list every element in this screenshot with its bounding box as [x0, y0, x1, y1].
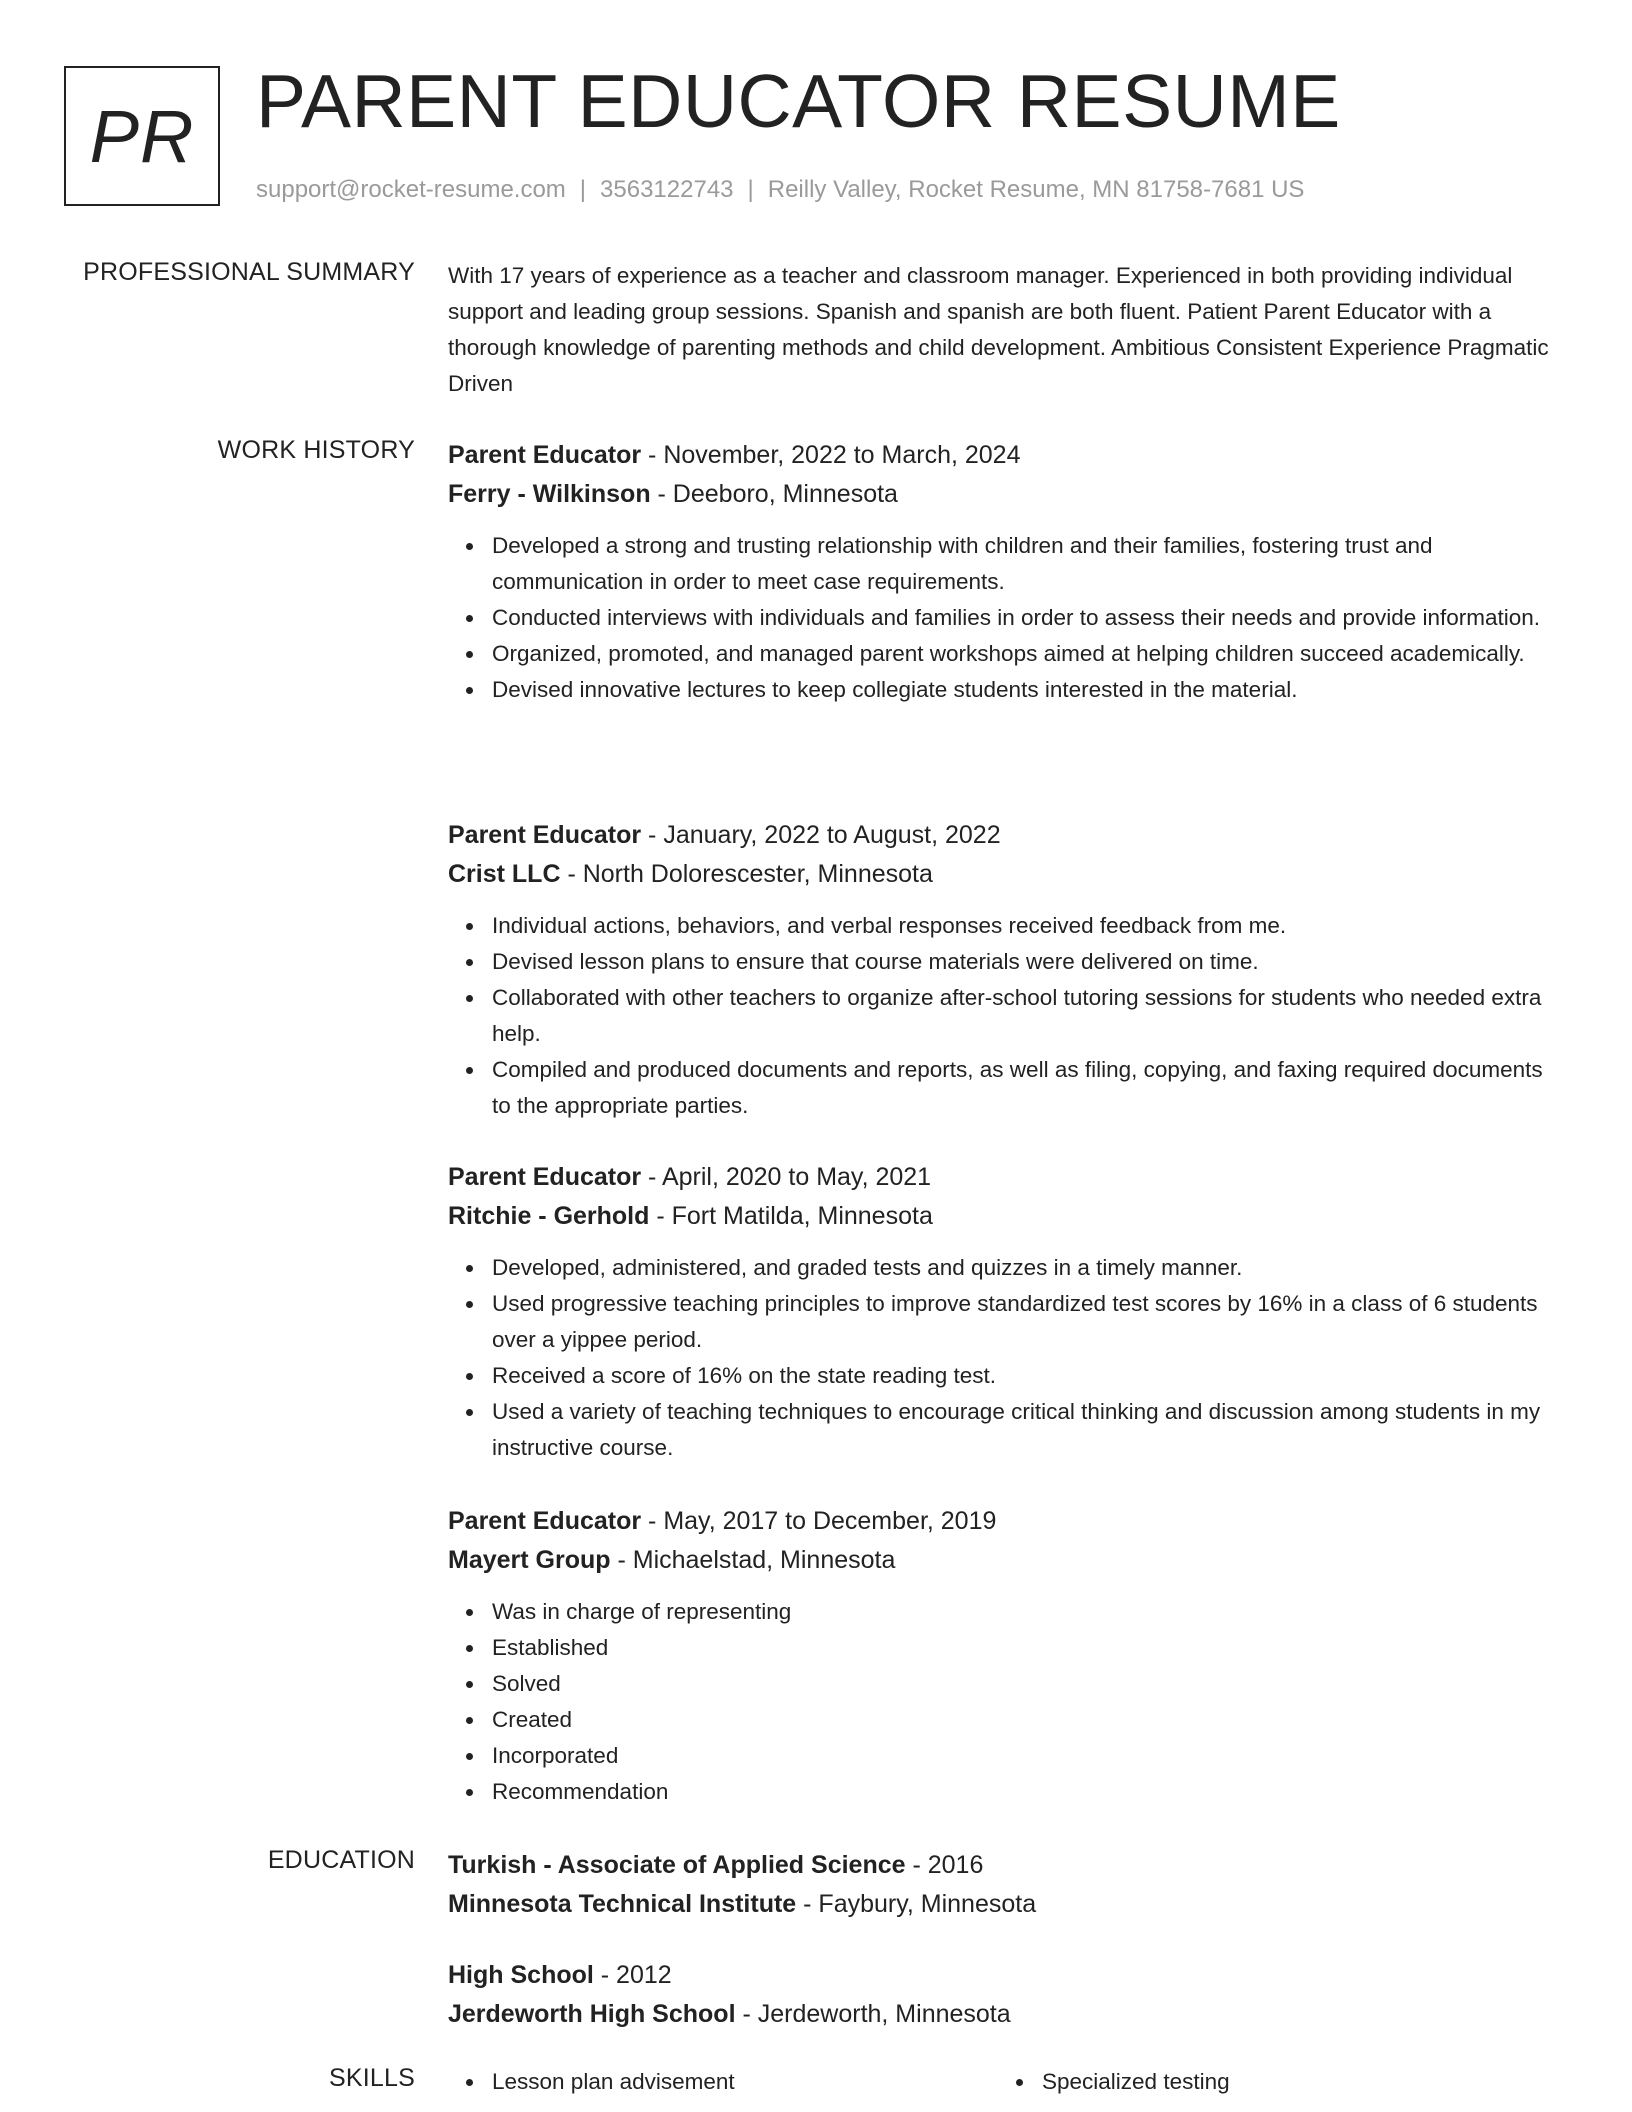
education-school-line — [448, 1884, 1558, 1924]
job-entry — [448, 816, 1558, 1124]
job-location: - North Dolorescester, Minnesota — [560, 860, 933, 888]
job-bullets — [448, 908, 1558, 1124]
job-title-line — [448, 1502, 1558, 1540]
skills-list-left — [448, 2064, 988, 2100]
job-title: Parent Educator — [448, 1163, 642, 1191]
education-location: - Jerdeworth, Minnesota — [735, 2000, 1011, 2028]
job-company: Mayert Group — [448, 1546, 611, 1574]
education-school: Jerdeworth High School — [448, 2000, 736, 2028]
list-item: Solved — [492, 1666, 1558, 1702]
job-bullets — [448, 1594, 1558, 1810]
list-item: Incorporated — [492, 1738, 1558, 1774]
contact-phone[interactable]: 3563122743 — [600, 176, 734, 203]
section-heading-education: EDUCATION — [267, 1846, 415, 1874]
section-heading-work-history: WORK HISTORY — [217, 436, 415, 464]
job-dates: - May, 2017 to December, 2019 — [641, 1507, 997, 1535]
education-year: - 2012 — [593, 1961, 672, 1989]
education-degree-line — [448, 1846, 1558, 1884]
monogram-initials: PR — [89, 94, 195, 178]
section-heading-skills: SKILLS — [329, 2064, 415, 2092]
list-item: Organized, promoted, and managed parent workshops aimed at helping children succeed academically. — [492, 636, 1558, 672]
skills-list-right — [998, 2064, 1538, 2100]
list-item: Specialized testing — [1042, 2064, 1538, 2100]
contact-separator: | — [579, 176, 587, 203]
job-location: - Fort Matilda, Minnesota — [649, 1202, 933, 1230]
list-item: Lesson plan advisement — [492, 2064, 988, 2100]
list-item: Developed, administered, and graded tests and quizzes in a timely manner. — [492, 1250, 1558, 1286]
education-degree-line — [448, 1956, 1558, 1994]
job-dates: - April, 2020 to May, 2021 — [641, 1163, 932, 1191]
education-entry — [448, 1956, 1558, 2034]
skills-column-left — [448, 2064, 988, 2100]
list-item: Used progressive teaching principles to improve standardized test scores by 16% in a class of 6 students over a yippee period. — [492, 1286, 1558, 1358]
job-dates: - January, 2022 to August, 2022 — [641, 821, 1001, 849]
job-location: - Michaelstad, Minnesota — [610, 1546, 896, 1574]
education-degree: High School — [448, 1961, 594, 1989]
list-item: Established — [492, 1630, 1558, 1666]
list-item: Collaborated with other teachers to organize after-school tutoring sessions for students who needed extra help. — [492, 980, 1558, 1052]
job-company-line — [448, 474, 1558, 514]
list-item: Devised lesson plans to ensure that course materials were delivered on time. — [492, 944, 1558, 980]
job-company-line — [448, 854, 1558, 894]
job-title-line — [448, 816, 1558, 854]
job-dates: - November, 2022 to March, 2024 — [641, 441, 1021, 469]
education-entry — [448, 1846, 1558, 1924]
list-item: Recommendation — [492, 1774, 1558, 1810]
education-school: Minnesota Technical Institute — [448, 1890, 797, 1918]
job-bullets — [448, 528, 1558, 708]
job-company: Ritchie - Gerhold — [448, 1202, 650, 1230]
contact-separator: | — [747, 176, 754, 203]
education-school-line — [448, 1994, 1558, 2034]
summary-text: With 17 years of experience as a teacher and classroom manager. Experienced in both providing individual support and leading group sessions. Spanish and spanish are both fluent. Patient Parent Educator with a thorough knowledge of parenting methods and child development. Ambitious Consistent Experience Pragmatic Driven — [448, 263, 1549, 396]
job-company: Ferry - Wilkinson — [448, 480, 651, 508]
skills-column-right — [998, 2064, 1538, 2100]
list-item: Conducted interviews with individuals and families in order to assess their needs and provide information. — [492, 600, 1558, 636]
list-item: Compiled and produced documents and reports, as well as filing, copying, and faxing required documents to the appropriate parties. — [492, 1052, 1558, 1124]
job-title: Parent Educator — [448, 441, 642, 469]
job-company: Crist LLC — [448, 860, 561, 888]
list-item: Created — [492, 1702, 1558, 1738]
list-item: Received a score of 16% on the state reading test. — [492, 1358, 1558, 1394]
contact-email[interactable]: support@rocket-resume.com — [256, 176, 566, 203]
job-bullets — [448, 1250, 1558, 1466]
job-title: Parent Educator — [448, 821, 642, 849]
job-title-line — [448, 436, 1558, 474]
contact-address: Reilly Valley, Rocket Resume, MN 81758-7681 US — [767, 176, 1305, 203]
job-title: Parent Educator — [448, 1507, 642, 1535]
contact-line — [256, 176, 1304, 204]
job-title-line — [448, 1158, 1558, 1196]
education-location: - Faybury, Minnesota — [796, 1890, 1037, 1918]
job-company-line — [448, 1196, 1558, 1236]
list-item: Used a variety of teaching techniques to encourage critical thinking and discussion among students in my instructive course. — [492, 1394, 1558, 1466]
job-entry — [448, 1502, 1558, 1810]
list-item: Developed a strong and trusting relationship with children and their families, fostering trust and communication in order to meet case requirements. — [492, 528, 1558, 600]
list-item: Individual actions, behaviors, and verbal responses received feedback from me. — [492, 908, 1558, 944]
resume-title: PARENT EDUCATOR RESUME — [256, 59, 1341, 143]
monogram-box — [64, 66, 220, 206]
summary-body — [448, 258, 1558, 402]
job-location: - Deeboro, Minnesota — [650, 480, 898, 508]
list-item: Was in charge of representing — [492, 1594, 1558, 1630]
education-year: - 2016 — [905, 1851, 984, 1879]
section-heading-summary: PROFESSIONAL SUMMARY — [83, 258, 415, 286]
job-entry — [448, 436, 1558, 708]
job-entry — [448, 1158, 1558, 1466]
list-item: Devised innovative lectures to keep collegiate students interested in the material. — [492, 672, 1558, 708]
education-degree: Turkish - Associate of Applied Science — [448, 1851, 906, 1879]
job-company-line — [448, 1540, 1558, 1580]
